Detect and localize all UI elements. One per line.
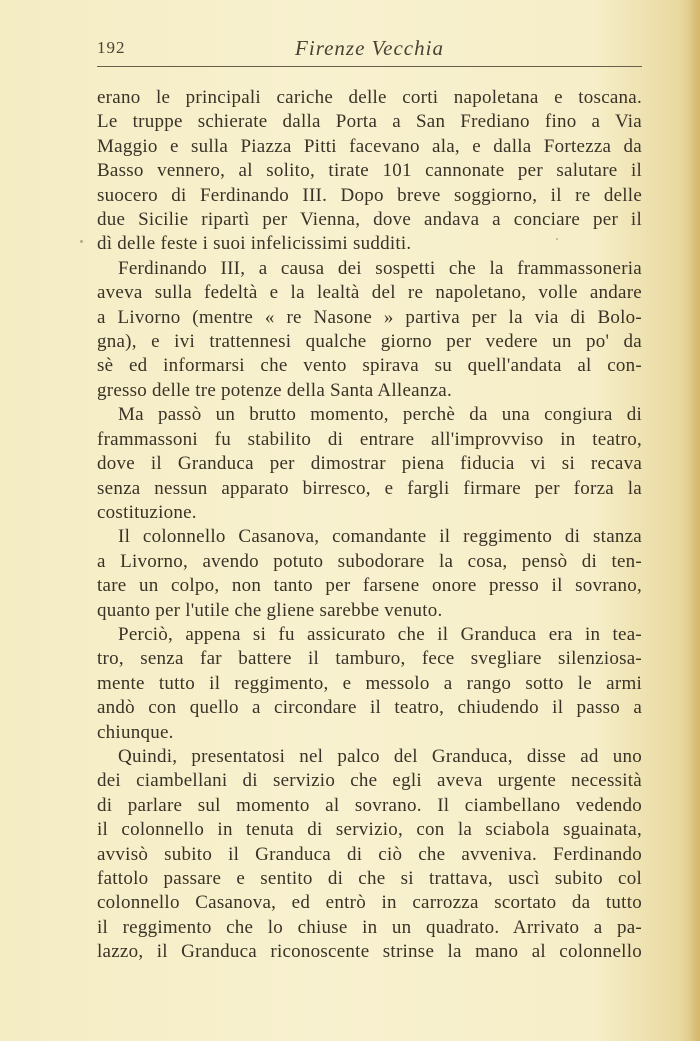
text-line: di parlare sul momento al sovrano. Il ciambellano vedendo [97, 794, 642, 816]
text-line: il reggimento che lo chiuse in un quadrato. Arrivato a pa- [97, 916, 642, 938]
text-line: gresso delle tre potenze della Santa Alleanza. [97, 379, 452, 401]
text-line: Ferdinando III, a causa dei sospetti che la frammassoneria [118, 257, 642, 279]
page-edge-shadow [690, 0, 700, 1041]
text-line: Il colonnello Casanova, comandante il reggimento di stanza [118, 526, 642, 548]
text-line: gna), e ivi trattennesi qualche giorno per vedere un po' da [97, 331, 642, 353]
text-line: tare un colpo, non tanto per farsene onore presso il sovrano, [97, 575, 642, 597]
text-line: Ma passò un brutto momento, perchè da una congiura di [118, 404, 642, 426]
text-line: costituzione. [97, 501, 197, 523]
text-line: il colonnello in tenuta di servizio, con la sciabola sguainata, [97, 819, 642, 841]
text-line: erano le principali cariche delle corti napoletana e toscana. [97, 87, 642, 108]
text-line: Quindi, presentatosi nel palco del Granduca, disse ad uno [118, 745, 642, 767]
text-line: mente tutto il reggimento, e messolo a rango sotto le armi [97, 672, 642, 694]
text-line: dove il Granduca per dimostrar piena fiducia vi si recava [97, 453, 642, 475]
page-number: 192 [97, 38, 126, 57]
text-line: dì delle feste i suoi infelicissimi sudditi. [97, 233, 412, 255]
text-line: senza nessun apparato birresco, e fargli firmare per forza la [97, 477, 642, 499]
page-header [97, 36, 642, 66]
text-line: quanto per l'utile che gliene sarebbe venuto. [97, 599, 443, 621]
text-line: colonnello Casanova, ed entrò in carrozza scortato da tutto [97, 892, 642, 914]
text-line: Perciò, appena si fu assicurato che il Granduca era in tea- [118, 623, 642, 645]
header-rule [97, 66, 642, 67]
text-line: Le truppe schierate dalla Porta a San Frediano fino a Via [97, 111, 642, 133]
text-line: frammassoni fu stabilito di entrare all'improvviso in teatro, [97, 428, 642, 450]
text-line: suocero di Ferdinando III. Dopo breve soggiorno, il re delle [97, 184, 642, 206]
body-text [97, 86, 642, 965]
text-line: chiunque. [97, 721, 174, 743]
text-line: due Sicilie ripartì per Vienna, dove andava a conciare per il [97, 209, 642, 231]
text-line: aveva sulla fedeltà e la lealtà del re napoletano, volle andare [97, 282, 642, 304]
running-title: Firenze Vecchia [295, 36, 444, 60]
text-line: Basso vennero, al solito, tirate 101 cannonate per salutare il [97, 160, 642, 182]
text-line: andò con quello a circondare il teatro, chiudendo il passo a [97, 697, 642, 719]
text-line: a Livorno, avendo potuto subodorare la cosa, pensò di ten- [97, 550, 642, 572]
text-line: lazzo, il Granduca riconoscente strinse la mano al colonnello [97, 941, 642, 963]
text-line: Maggio e sulla Piazza Pitti facevano ala, e dalla Fortezza da [97, 135, 642, 157]
text-line: fattolo passare e sentito di che si trattava, uscì subito col [97, 868, 642, 889]
text-line: sè ed informarsi che vento spirava su quell'andata al con- [97, 355, 642, 377]
text-line: a Livorno (mentre « re Nasone » partiva per la via di Bolo- [97, 306, 642, 328]
text-line: tro, senza far battere il tamburo, fece svegliare silenziosa- [97, 648, 642, 670]
text-line: dei ciambellani di servizio che egli aveva urgente necessità [97, 770, 642, 792]
text-line: avvisò subito il Granduca di ciò che avveniva. Ferdinando [97, 843, 642, 865]
paper-speck [80, 240, 83, 243]
